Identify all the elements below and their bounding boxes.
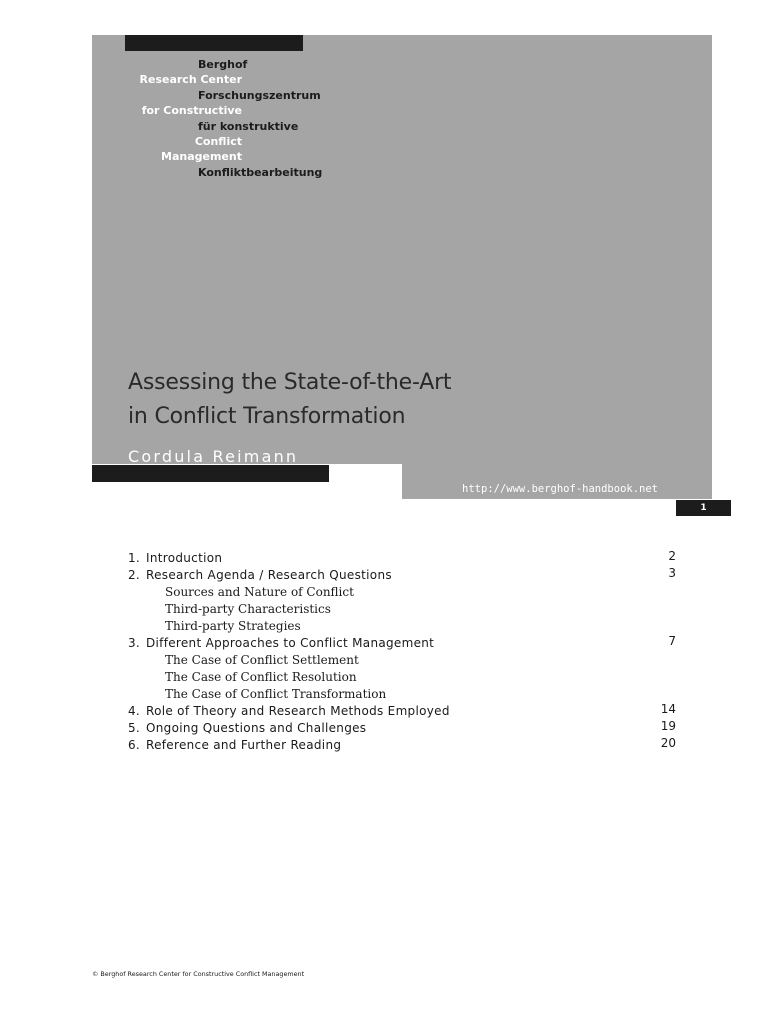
- toc-entry-label: Ongoing Questions and Challenges: [146, 721, 367, 735]
- toc-entry-number: 3.: [128, 636, 141, 650]
- logo-line: Berghof: [198, 58, 248, 71]
- toc-entry[interactable]: [128, 633, 676, 650]
- toc-entry-page: 14: [660, 702, 676, 716]
- page-number: 1: [676, 500, 731, 516]
- toc-subentry-label: Third-party Strategies: [165, 619, 301, 633]
- toc-subentry-label: The Case of Conflict Transformation: [165, 687, 387, 701]
- author-name: Cordula Reimann: [128, 447, 299, 466]
- toc-entry[interactable]: [128, 548, 676, 565]
- toc-entry-label: Introduction: [146, 551, 223, 565]
- title-line-1: Assessing the State-of-the-Art: [128, 370, 452, 395]
- toc-entry-label: Reference and Further Reading: [146, 738, 342, 752]
- toc-subentry-label: The Case of Conflict Settlement: [165, 653, 359, 667]
- toc-subentry-label: The Case of Conflict Resolution: [165, 670, 357, 684]
- logo-line: Research Center: [139, 73, 242, 87]
- toc-subentry[interactable]: [128, 684, 676, 701]
- toc-subentry[interactable]: [128, 582, 676, 599]
- logo-line: Konfliktbearbeitung: [198, 165, 323, 179]
- toc-subentry[interactable]: [128, 599, 676, 616]
- document-title: [128, 366, 451, 434]
- toc-entry-page: 7: [668, 634, 676, 648]
- toc-entry-number: 4.: [128, 704, 141, 718]
- toc-entry[interactable]: [128, 718, 676, 735]
- copyright-footer: © Berghof Research Center for Constructive Conflict Management: [92, 970, 305, 978]
- toc-subentry[interactable]: [128, 616, 676, 633]
- table-of-contents: [128, 548, 676, 752]
- toc-entry-label: Different Approaches to Conflict Management: [146, 636, 435, 650]
- berghof-logo: [120, 57, 323, 180]
- top-accent-bar: [125, 35, 303, 51]
- toc-entry-page: 20: [660, 736, 676, 750]
- title-line-2: in Conflict Transformation: [128, 404, 406, 429]
- handbook-url[interactable]: http://www.berghof-handbook.net: [462, 483, 658, 495]
- toc-entry-page: 19: [660, 719, 676, 733]
- toc-entry-page: 3: [668, 566, 676, 580]
- toc-entry-number: 5.: [128, 721, 141, 735]
- logo-line: Conflict Management: [161, 135, 242, 164]
- toc-entry-number: 1.: [128, 551, 141, 565]
- logo-line: für konstruktive: [198, 119, 299, 133]
- toc-entry-label: Research Agenda / Research Questions: [146, 568, 392, 582]
- toc-subentry-label: Sources and Nature of Conflict: [165, 585, 354, 599]
- toc-entry-number: 6.: [128, 738, 141, 752]
- toc-entry[interactable]: [128, 735, 676, 752]
- logo-line: Forschungszentrum: [198, 88, 321, 102]
- toc-entry-label: Role of Theory and Research Methods Employed: [146, 704, 450, 718]
- toc-subentry-label: Third-party Characteristics: [165, 602, 331, 616]
- toc-entry-number: 2.: [128, 568, 141, 582]
- toc-entry[interactable]: [128, 565, 676, 582]
- bottom-accent-bar: [92, 465, 329, 482]
- toc-entry-page: 2: [668, 549, 676, 563]
- logo-line: for Constructive: [141, 104, 242, 118]
- toc-entry[interactable]: [128, 701, 676, 718]
- toc-subentry[interactable]: [128, 650, 676, 667]
- toc-subentry[interactable]: [128, 667, 676, 684]
